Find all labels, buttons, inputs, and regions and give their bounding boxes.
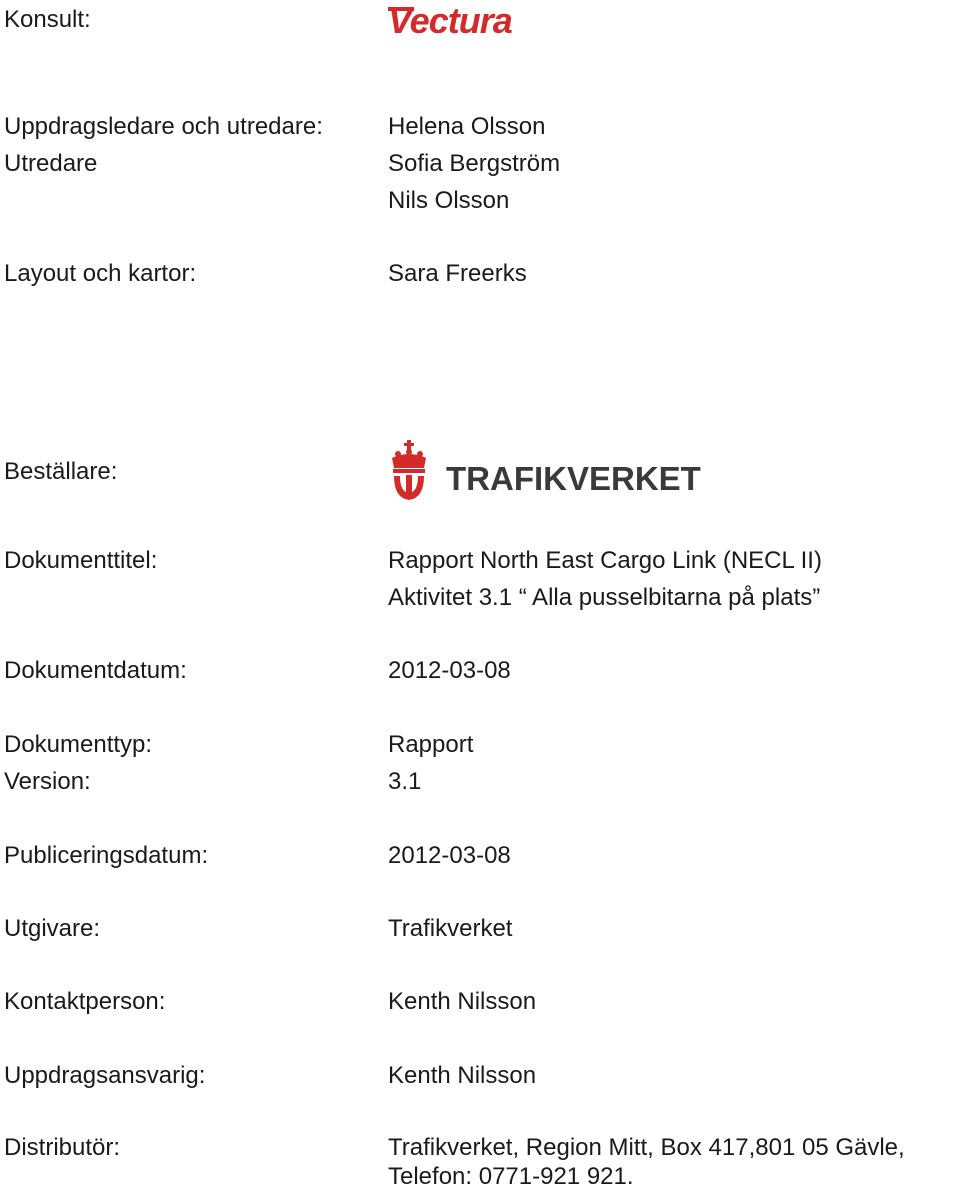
version-value: 3.1 bbox=[388, 768, 422, 795]
investigator-value-2: Nils Olsson bbox=[388, 187, 510, 214]
responsible-label: Uppdragsansvarig: bbox=[4, 1062, 206, 1089]
svg-text:TRAFIKVERKET: TRAFIKVERKET bbox=[446, 460, 701, 497]
project-lead-label: Uppdragsledare och utredare: bbox=[4, 113, 323, 140]
trafikverket-logo bbox=[388, 440, 708, 504]
doc-type-label: Dokumenttyp: bbox=[4, 731, 153, 758]
investigator-value-1: Sofia Bergström bbox=[388, 150, 561, 177]
distributor-line2: Telefon: 0771-921 921. bbox=[388, 1163, 634, 1190]
client-label: Beställare: bbox=[4, 458, 118, 485]
distributor-line1: Trafikverket, Region Mitt, Box 417,801 05 Gävle, bbox=[388, 1134, 905, 1161]
publisher-label: Utgivare: bbox=[4, 915, 101, 942]
pub-date-value: 2012-03-08 bbox=[388, 842, 511, 869]
contact-label: Kontaktperson: bbox=[4, 988, 166, 1015]
svg-text:Vectura: Vectura bbox=[388, 0, 512, 40]
layout-label: Layout och kartor: bbox=[4, 260, 197, 287]
doc-title-line2: Aktivitet 3.1 “ Alla pusselbitarna på plats” bbox=[388, 584, 821, 611]
doc-title-line1: Rapport North East Cargo Link (NECL II) bbox=[388, 547, 822, 574]
doc-type-value: Rapport bbox=[388, 731, 474, 758]
distributor-label: Distributör: bbox=[4, 1134, 121, 1161]
responsible-value: Kenth Nilsson bbox=[388, 1062, 537, 1089]
consultant-label: Konsult: bbox=[4, 6, 91, 33]
pub-date-label: Publiceringsdatum: bbox=[4, 842, 209, 869]
doc-date-label: Dokumentdatum: bbox=[4, 657, 187, 684]
investigator-label: Utredare bbox=[4, 150, 98, 177]
vectura-logo bbox=[386, 0, 556, 40]
contact-value: Kenth Nilsson bbox=[388, 988, 537, 1015]
doc-title-label: Dokumenttitel: bbox=[4, 547, 158, 574]
project-lead-value: Helena Olsson bbox=[388, 113, 546, 140]
layout-value: Sara Freerks bbox=[388, 260, 527, 287]
crown-icon bbox=[392, 440, 426, 500]
version-label: Version: bbox=[4, 768, 91, 795]
publisher-value: Trafikverket bbox=[388, 915, 513, 942]
doc-date-value: 2012-03-08 bbox=[388, 657, 511, 684]
